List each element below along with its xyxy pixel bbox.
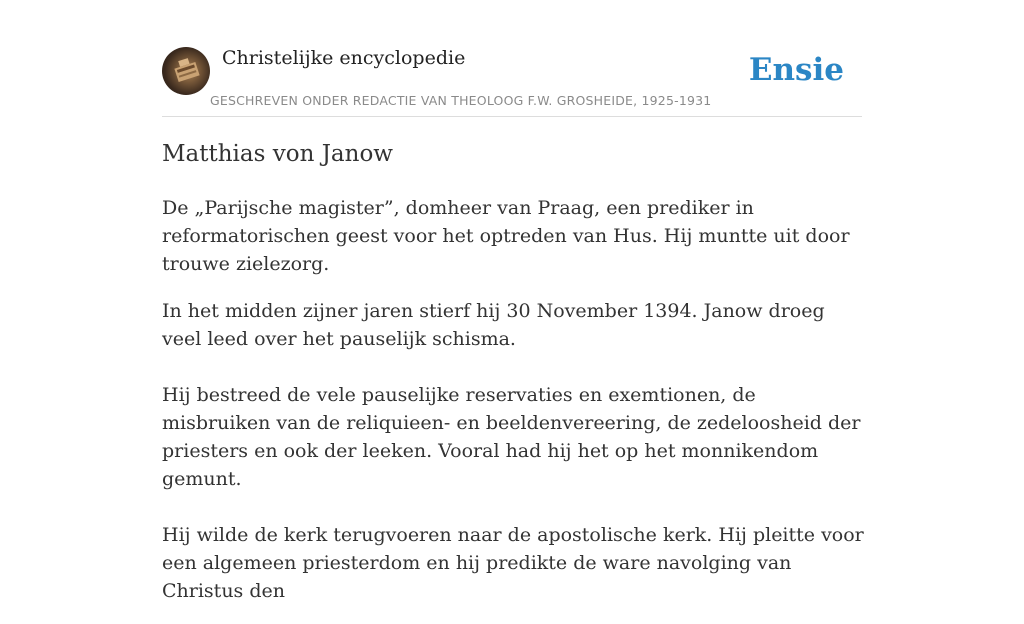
source-title[interactable]: Christelijke encyclopedie — [222, 47, 466, 69]
source-avatar[interactable] — [162, 47, 210, 95]
article-paragraph: De „Parijsche magister”, domheer van Praag, een prediker in reformatorischen geest voor het optreden van Hus. Hij muntte uit door trouwe zielezorg. — [162, 197, 850, 275]
brand-logo[interactable]: Ensie — [748, 52, 844, 88]
article — [162, 138, 866, 624]
source-subtitle: GESCHREVEN ONDER REDACTIE VAN THEOLOOG F.W. GROSHEIDE, 1925-1931 — [210, 93, 712, 108]
source-header — [162, 46, 862, 117]
book-photo-icon — [162, 47, 210, 95]
article-paragraph: In het midden zijner jaren stierf hij 30 November 1394. Janow droeg veel leed over het pauselijk schisma. Hij bestreed de vele pauselijke reservaties en exemtionen, de misbruiken van de reliquieen- en beeldenvereering, de zedeloosheid der priesters en ook der leeken. Vooral had hij het op het monnikendom gemunt. Hij wilde de kerk terugvoeren naar de apostolische kerk. Hij pleitte voor een algemeen priesterdom en hij predikte de ware navolging van Christus den — [162, 300, 864, 602]
article-title: Matthias von Janow — [162, 141, 393, 167]
